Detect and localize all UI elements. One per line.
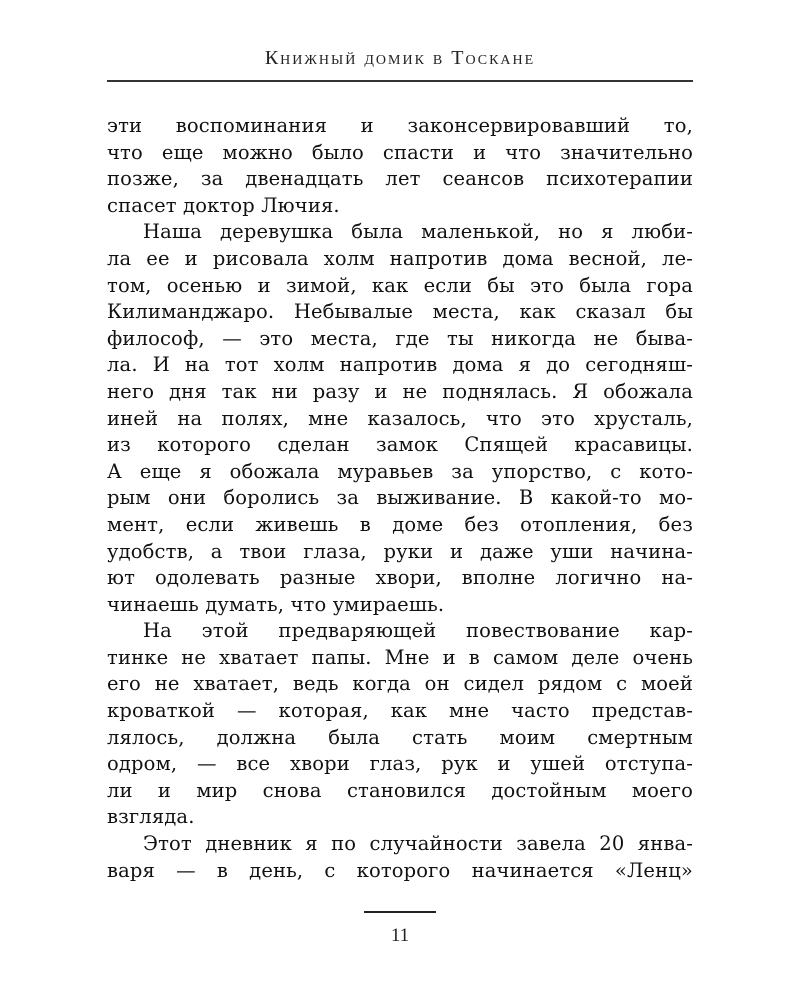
text-line: ли и мир снова становился достойным моего [107,778,693,802]
text-line: эти воспоминания и законсервировавший то, [107,114,693,137]
paragraph-first-line: На этой предваряющей повествование кар- [143,619,693,643]
text-line: тинке не хватает папы. Мне и в самом деле очень [107,645,693,669]
text-line: том, осенью и зимой, как если бы это была гора [107,273,693,297]
text-line: рым они боролись за выживание. В какой-то мо- [107,486,693,510]
text-line: варя — в день, с которого начинается «Ленц» [107,858,693,882]
text-line: кроваткой — которая, как мне часто представ- [107,699,693,723]
body-text [107,113,693,884]
text-line: Килиманджаро. Небывалые места, как сказал бы [107,300,693,324]
running-head: Книжный домик в Тоскане [264,47,536,69]
text-line: спасет доктор Лючия. [107,193,340,217]
text-line: из которого сделан замок Спящей красавицы. [107,433,693,457]
paragraph-first-line: Наша деревушка была маленькой, но я люби- [143,220,693,244]
footer-rule [364,911,436,913]
text-line: одром, — все хвори глаз, рук и ушей отступа- [107,752,693,776]
page-number: 11 [390,925,410,946]
text-line: ла. И на тот холм напротив дома я до сегодняш- [107,353,693,377]
text-line: иней на полях, мне казалось, что это хрусталь, [107,406,693,430]
paragraph-first-line: Этот дневник я по случайности завела 20 янва- [143,832,693,856]
text-line: него дня так ни разу и не поднялась. Я обожала [107,379,693,403]
header-rule [107,80,693,82]
text-line: лялось, должна была стать моим смертным [107,725,693,749]
text-line: удобств, а твои глаза, руки и даже уши начина- [107,539,693,563]
text-line: что еще можно было спасти и что значительно [107,140,693,164]
text-line: его не хватает, ведь когда он сидел рядом с моей [107,672,693,696]
text-line: мент, если живешь в доме без отопления, без [107,512,693,536]
text-line: ют одолевать разные хвори, вполне логично на- [107,566,693,590]
text-line: А еще я обожала муравьев за упорство, с кото- [107,459,693,483]
text-line: ла ее и рисовала холм напротив дома весной, ле- [107,246,693,270]
text-line: взгляда. [107,805,195,829]
text-line: чинаешь думать, что умираешь. [107,592,445,616]
text-line: философ, — это места, где ты никогда не быва- [107,326,693,350]
text-line: позже, за двенадцать лет сеансов психотерапии [107,167,693,191]
